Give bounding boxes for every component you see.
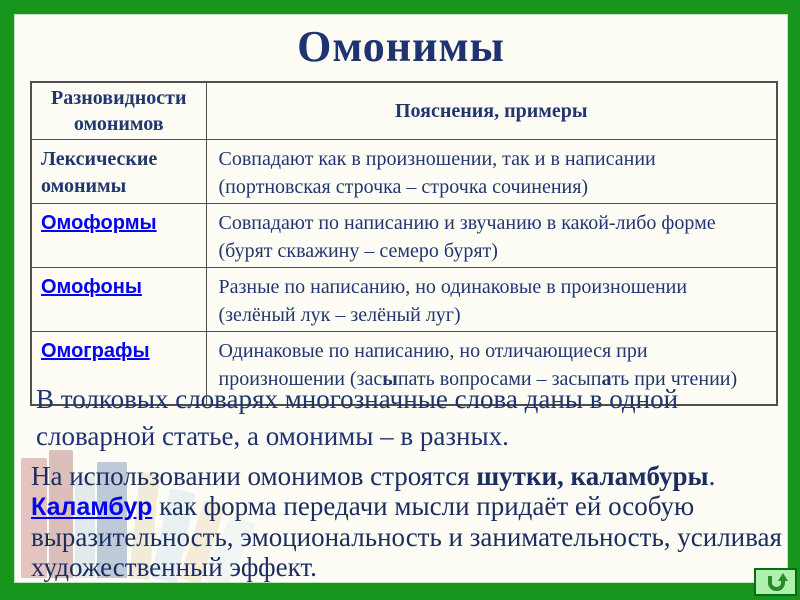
header-types-line1: Разновидности (51, 87, 187, 109)
paragraph2-bold-words: шутки, каламбуры (476, 461, 709, 491)
term-lexical-line2: омонимы (41, 175, 127, 197)
paragraph1-line1: В толковых словарях многозначные слова даны в одной (36, 384, 679, 414)
paragraph2-line3-text: выразительность, эмоциональность и занимательность, усиливая (31, 522, 782, 552)
paragraph1-line2: словарной статье, а омонимы – в разных. (36, 421, 509, 451)
u-turn-arrow-icon (761, 572, 791, 593)
stress-letter-bold: а (601, 368, 612, 390)
desc-lexical-homonyms (206, 140, 777, 204)
kalambur-link[interactable]: Каламбур (31, 493, 153, 521)
column-header-types (31, 82, 206, 140)
paragraph2-line1-period: . (708, 461, 716, 491)
paragraph-dictionary-note (36, 381, 678, 455)
column-header-explanations: Пояснения, примеры (206, 82, 777, 140)
paragraph2-line4-text: художественный эффект. (31, 552, 317, 582)
homonyms-table (30, 81, 778, 406)
paragraph2-line2-text: как форма передачи мысли придаёт ей особую (152, 491, 695, 521)
omofony-link[interactable]: Омофоны (41, 276, 142, 298)
omografy-link[interactable]: Омографы (41, 340, 150, 362)
desc-omoformy-line1: Совпадают по написанию и звучанию в какой-либо форме (218, 212, 716, 234)
desc-omofony-line2: (зелёный лук – зелёный луг) (218, 304, 461, 326)
header-types-line2: омонимов (73, 113, 164, 135)
return-button[interactable] (754, 568, 797, 596)
term-omofony-cell (31, 268, 206, 332)
table-header-row (31, 82, 777, 140)
paragraph-puns-note (31, 461, 787, 582)
term-omoformy-cell (31, 204, 206, 268)
desc-omofony-line1: Разные по написанию, но одинаковые в произношении (218, 276, 688, 298)
term-lexical-line1: Лексические (41, 148, 158, 170)
omoformy-link[interactable]: Омоформы (41, 212, 157, 234)
desc-omografy-line2-pre: произношении (зас (218, 368, 383, 390)
desc-lexical-line1: Совпадают как в произношении, так и в написании (218, 148, 656, 170)
page-title: Омонимы (297, 22, 505, 71)
desc-omofony (206, 268, 777, 332)
stress-letter-bold: ы (382, 368, 398, 390)
desc-omografy-line2-mid: пать вопросами – засып (397, 368, 602, 390)
term-lexical-homonyms (31, 140, 206, 204)
table-row-omofony (31, 268, 777, 332)
slide-content (14, 14, 788, 583)
paragraph2-line1-text: На использовании омонимов строятся (31, 461, 477, 491)
desc-omoformy-line2: (бурят скважину – семеро бурят) (218, 240, 498, 262)
desc-omografy-line2-post: ть при чтении) (611, 368, 738, 390)
table-row-omoformy (31, 204, 777, 268)
desc-lexical-line2: (портновская строчка – строчка сочинения) (218, 176, 589, 198)
table-row-lexical (31, 140, 777, 204)
desc-omoformy (206, 204, 777, 268)
desc-omografy-line1: Одинаковые по написанию, но отличающиеся при (218, 340, 648, 362)
